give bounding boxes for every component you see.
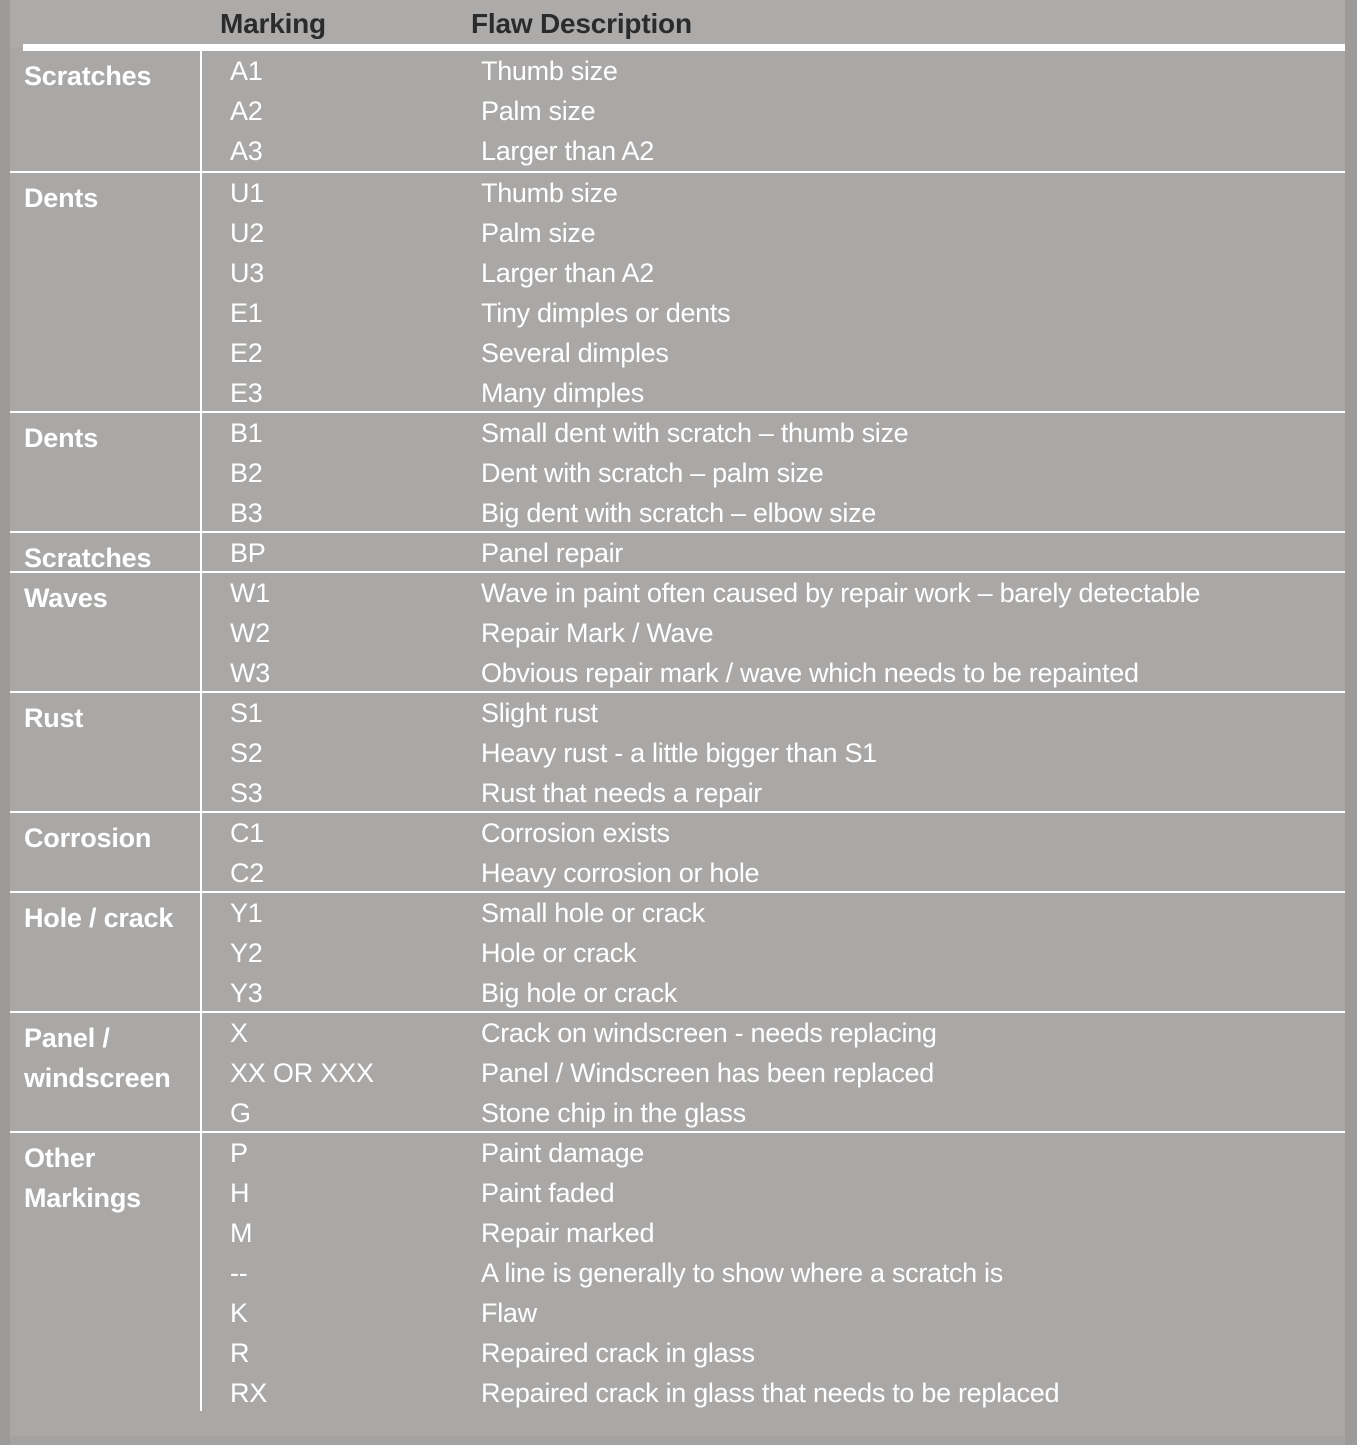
cell-flaw-description: Wave in paint often caused by repair work – barely detectable [481, 578, 1201, 608]
section-rows [202, 413, 1345, 533]
table-row [202, 733, 1345, 773]
table-row [202, 573, 1345, 613]
cell-marking: E3 [230, 378, 263, 408]
cell-flaw-description: Crack on windscreen - needs replacing [481, 1018, 937, 1048]
cell-marking: C2 [230, 858, 265, 888]
table-row [202, 693, 1345, 733]
table-row [202, 1173, 1345, 1213]
cell-flaw-description: Flaw [481, 1298, 537, 1328]
table-row [202, 1093, 1345, 1133]
section-rows [202, 51, 1345, 171]
table-row [202, 1213, 1345, 1253]
cell-marking: C1 [230, 818, 265, 848]
table-row [202, 1133, 1345, 1173]
cell-marking: A2 [230, 96, 263, 126]
section-rows [202, 1013, 1345, 1133]
table-section [10, 411, 1345, 531]
cell-marking: Y3 [230, 978, 263, 1008]
table-row [202, 131, 1345, 171]
cell-flaw-description: Tiny dimples or dents [481, 298, 731, 328]
cell-marking: M [230, 1218, 253, 1248]
cell-flaw-description: Palm size [481, 96, 596, 126]
table-row [202, 333, 1345, 373]
table-section [10, 691, 1345, 811]
cell-marking: Y2 [230, 938, 263, 968]
cell-flaw-description: Small dent with scratch – thumb size [481, 418, 909, 448]
cell-marking: H [230, 1178, 250, 1208]
section-rows [202, 813, 1345, 893]
table-row [202, 1253, 1345, 1293]
cell-flaw-description: Larger than A2 [481, 136, 654, 166]
table-row [202, 453, 1345, 493]
cell-flaw-description: Hole or crack [481, 938, 637, 968]
cell-flaw-description: Big dent with scratch – elbow size [481, 498, 876, 528]
table-row [202, 613, 1345, 653]
table-row [202, 253, 1345, 293]
cell-marking: W3 [230, 658, 271, 688]
cell-flaw-description: Stone chip in the glass [481, 1098, 746, 1128]
cell-marking: R [230, 1338, 250, 1368]
cell-flaw-description: Corrosion exists [481, 818, 670, 848]
table-row [202, 1053, 1345, 1093]
table-row [202, 213, 1345, 253]
table-section [10, 531, 1345, 571]
table-row [202, 813, 1345, 853]
table-header-row [10, 0, 1345, 47]
table-row [202, 1373, 1345, 1413]
table-section [10, 571, 1345, 691]
table-section [10, 171, 1345, 411]
cell-flaw-description: Paint damage [481, 1138, 645, 1168]
table-row [202, 893, 1345, 933]
flaw-marking-table [10, 0, 1345, 1436]
table-row [202, 173, 1345, 213]
section-category-label: Scratches [24, 61, 152, 91]
section-category-label: Scratches [24, 543, 152, 573]
cell-marking: S2 [230, 738, 263, 768]
cell-flaw-description: Small hole or crack [481, 898, 705, 928]
cell-flaw-description: Rust that needs a repair [481, 778, 762, 808]
section-category-label: Hole / crack [24, 903, 174, 933]
table-section [10, 51, 1345, 171]
table-row [202, 533, 1345, 573]
cell-marking: -- [230, 1258, 248, 1288]
column-header-marking: Marking [220, 8, 326, 39]
table-row [202, 653, 1345, 693]
cell-flaw-description: Obvious repair mark / wave which needs to be repainted [481, 658, 1139, 688]
section-category-label: Corrosion [24, 823, 152, 853]
table-row [202, 1333, 1345, 1373]
cell-marking: A1 [230, 56, 263, 86]
section-rows [202, 573, 1345, 693]
cell-marking: U3 [230, 258, 265, 288]
cell-marking: B3 [230, 498, 263, 528]
cell-marking: P [230, 1138, 248, 1168]
cell-marking: E1 [230, 298, 263, 328]
table-row [202, 91, 1345, 131]
cell-marking: X [230, 1018, 248, 1048]
cell-flaw-description: Paint faded [481, 1178, 615, 1208]
table-row [202, 51, 1345, 91]
cell-flaw-description: Larger than A2 [481, 258, 654, 288]
table-row [202, 373, 1345, 413]
table-row [202, 1293, 1345, 1333]
cell-marking: W1 [230, 578, 271, 608]
cell-flaw-description: Repaired crack in glass that needs to be replaced [481, 1378, 1060, 1408]
section-rows [202, 173, 1345, 413]
section-category-label: Dents [24, 423, 99, 453]
section-category-label: Dents [24, 183, 99, 213]
table-row [202, 933, 1345, 973]
section-rows [202, 533, 1345, 573]
section-rows [202, 893, 1345, 1013]
column-header-flaw-description: Flaw Description [471, 8, 692, 39]
cell-flaw-description: Several dimples [481, 338, 669, 368]
cell-marking: W2 [230, 618, 271, 648]
cell-marking: B1 [230, 418, 263, 448]
table-row [202, 413, 1345, 453]
section-rows [202, 693, 1345, 813]
cell-flaw-description: Heavy corrosion or hole [481, 858, 760, 888]
table-bottom-edge [10, 1436, 1345, 1445]
table-row [202, 773, 1345, 813]
table-row [202, 973, 1345, 1013]
cell-marking: U2 [230, 218, 265, 248]
cell-flaw-description: Many dimples [481, 378, 644, 408]
table-row [202, 493, 1345, 533]
cell-flaw-description: Palm size [481, 218, 596, 248]
cell-flaw-description: A line is generally to show where a scratch is [481, 1258, 1003, 1288]
section-category-label: Other Markings [24, 1143, 141, 1213]
cell-marking: U1 [230, 178, 265, 208]
section-category-label: Rust [24, 703, 84, 733]
header-underline-rule [23, 44, 1345, 51]
cell-marking: E2 [230, 338, 263, 368]
section-category-label: Panel / windscreen [24, 1023, 171, 1093]
cell-flaw-description: Panel / Windscreen has been replaced [481, 1058, 934, 1088]
cell-marking: XX OR XXX [230, 1058, 374, 1088]
table-section [10, 891, 1345, 1011]
cell-marking: K [230, 1298, 248, 1328]
table-row [202, 853, 1345, 893]
cell-flaw-description: Thumb size [481, 178, 618, 208]
table-row [202, 293, 1345, 333]
section-category-label: Waves [24, 583, 108, 613]
cell-marking: Y1 [230, 898, 263, 928]
cell-marking: S1 [230, 698, 263, 728]
cell-flaw-description: Slight rust [481, 698, 598, 728]
cell-flaw-description: Heavy rust - a little bigger than S1 [481, 738, 877, 768]
cell-flaw-description: Repaired crack in glass [481, 1338, 755, 1368]
cell-marking: A3 [230, 136, 263, 166]
cell-flaw-description: Repair marked [481, 1218, 655, 1248]
cell-flaw-description: Thumb size [481, 56, 618, 86]
cell-marking: S3 [230, 778, 263, 808]
cell-flaw-description: Repair Mark / Wave [481, 618, 714, 648]
table-body [10, 51, 1345, 1432]
table-section [10, 1131, 1345, 1411]
cell-marking: G [230, 1098, 251, 1128]
cell-marking: RX [230, 1378, 268, 1408]
cell-flaw-description: Big hole or crack [481, 978, 677, 1008]
table-row [202, 1013, 1345, 1053]
table-section [10, 1011, 1345, 1131]
section-rows [202, 1133, 1345, 1413]
cell-flaw-description: Dent with scratch – palm size [481, 458, 824, 488]
cell-marking: B2 [230, 458, 263, 488]
table-section [10, 811, 1345, 891]
cell-marking: BP [230, 538, 266, 568]
cell-flaw-description: Panel repair [481, 538, 623, 568]
